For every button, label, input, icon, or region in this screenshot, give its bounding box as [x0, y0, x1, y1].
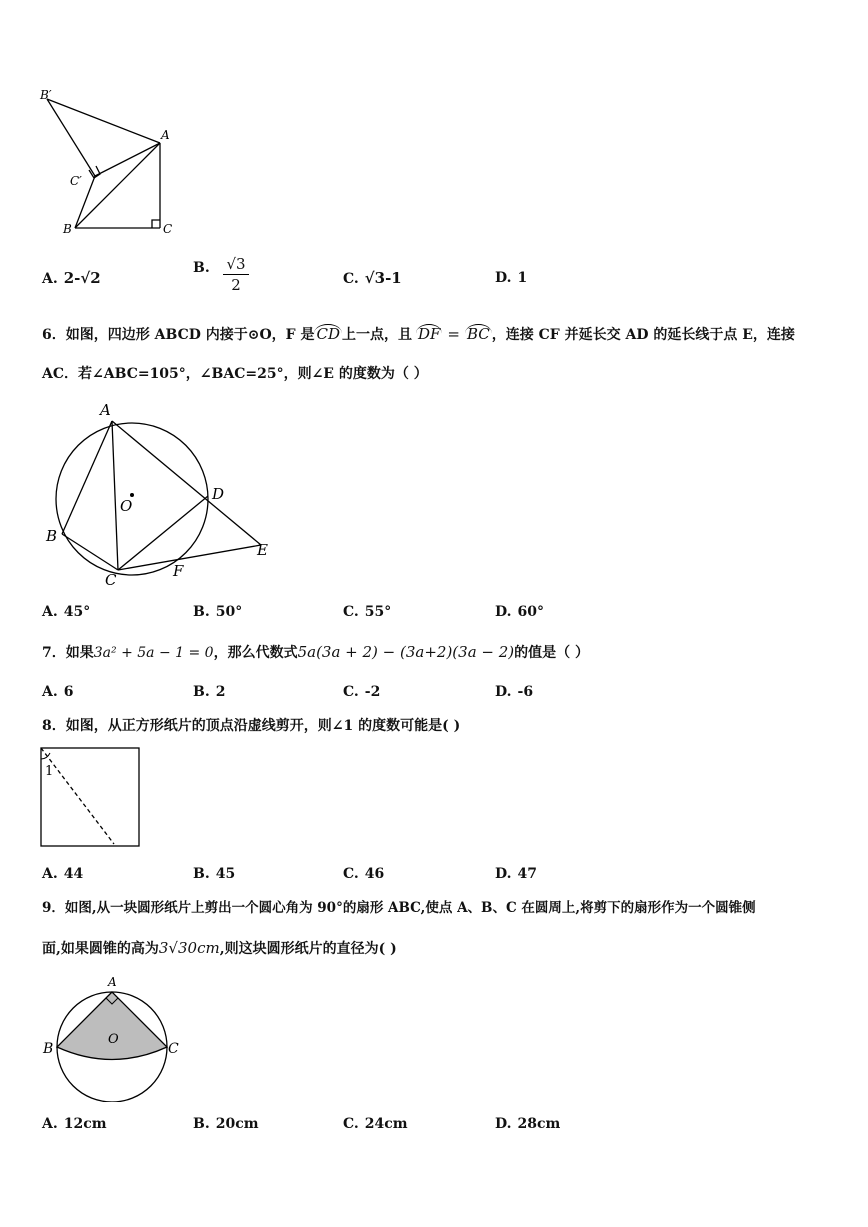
option-label: C.: [343, 271, 359, 287]
option-value: 1: [517, 270, 528, 286]
equals-sign: =: [447, 325, 460, 343]
q6-figure: [40, 398, 280, 588]
q7-target-expr: 5a(3a + 2) − (3a+2)(3a − 2): [297, 643, 515, 661]
q9-option-b[interactable]: [193, 1114, 259, 1134]
q6-label-o: O: [120, 497, 133, 515]
q6-option-d[interactable]: [495, 602, 544, 622]
option-value: 28cm: [517, 1116, 561, 1132]
q8-option-c[interactable]: [343, 864, 384, 884]
option-label: C.: [343, 1116, 359, 1132]
q6-option-c[interactable]: [343, 602, 391, 622]
q5-option-b-fraction: [223, 254, 249, 295]
option-value: 60°: [517, 604, 544, 620]
option-value: 45: [215, 866, 236, 882]
q9-figure: [38, 972, 188, 1102]
q5-label-cp: C′: [70, 174, 82, 188]
option-label: C.: [343, 684, 359, 700]
option-label: B.: [193, 1116, 210, 1132]
option-label: D.: [495, 684, 512, 700]
option-value: 20cm: [215, 1116, 259, 1132]
q5-option-c[interactable]: [343, 268, 402, 289]
q9-label-b: B: [43, 1041, 54, 1057]
q6-option-a[interactable]: [42, 602, 90, 622]
q8-option-d[interactable]: [495, 864, 537, 884]
option-label: B.: [193, 604, 210, 620]
q9-stem-text: ,则这块圆形纸片的直径为( ): [219, 941, 397, 957]
q5-label-c: C: [163, 222, 173, 236]
q6-option-b[interactable]: [193, 602, 242, 622]
option-value: 6: [63, 684, 74, 700]
q7-stem-text: 的值是（ ）: [514, 645, 590, 661]
option-value: 47: [517, 866, 537, 882]
option-value: 50°: [215, 604, 243, 620]
q9-label-c: C: [168, 1041, 179, 1057]
q5-option-d[interactable]: [495, 268, 527, 288]
q9-stem-line2: [42, 938, 397, 959]
arc-df: DF: [417, 325, 441, 343]
option-value: 45°: [63, 604, 91, 620]
option-label: B.: [193, 684, 210, 700]
q9-option-c[interactable]: [343, 1114, 408, 1134]
q9-option-d[interactable]: [495, 1114, 560, 1134]
q9-option-a[interactable]: [42, 1114, 107, 1134]
q6-label-f: F: [173, 562, 184, 580]
option-label: A.: [42, 684, 58, 700]
option-label: A.: [42, 866, 58, 882]
option-value: 55°: [364, 604, 392, 620]
q5-figure: [30, 82, 190, 242]
option-label: B.: [193, 866, 210, 882]
q5-option-b[interactable]: [193, 255, 246, 294]
fraction-numerator: √3: [226, 255, 246, 273]
q9-stem-text: 面,如果圆锥的高为: [42, 941, 159, 957]
q7-stem-text: 7．如果: [42, 645, 94, 661]
q8-stem: 8．如图，从正方形纸片的顶点沿虚线剪开，则∠1 的度数可能是( ): [42, 718, 461, 734]
option-label: A.: [42, 271, 58, 287]
q8-option-b[interactable]: [193, 864, 235, 884]
q9-label-o: O: [108, 1032, 119, 1047]
q5-label-a: A: [161, 128, 170, 142]
option-value: -6: [517, 684, 534, 700]
option-label: D.: [495, 270, 512, 286]
option-value: 44: [63, 866, 84, 882]
option-value: 24cm: [364, 1116, 408, 1132]
option-label: A.: [42, 604, 58, 620]
option-value: 46: [364, 866, 385, 882]
option-value: 2-√2: [63, 269, 101, 287]
q5-option-a[interactable]: [42, 268, 101, 289]
q5-label-bp: B′: [40, 88, 52, 102]
q6-label-d: D: [212, 485, 225, 503]
option-value: -2: [364, 684, 381, 700]
q7-option-c[interactable]: [343, 682, 380, 702]
q8-angle-label: 1: [45, 764, 54, 779]
q9-height-expr: 3√30cm: [158, 939, 220, 957]
option-label: A.: [42, 1116, 58, 1132]
option-label: D.: [495, 866, 512, 882]
q7-option-a[interactable]: [42, 682, 74, 702]
option-label: B.: [193, 260, 210, 276]
option-label: D.: [495, 1116, 512, 1132]
q6-stem-line1: [42, 324, 795, 345]
q8-option-a[interactable]: [42, 864, 83, 884]
q6-stem-text: 6．如图，四边形 ABCD 内接于⊙O，F 是: [42, 327, 315, 343]
q7-condition-expr: 3a² + 5a − 1 = 0: [93, 645, 214, 661]
q6-stem-text: ，连接 CF 并延长交 AD 的延长线于点 E，连接: [491, 327, 795, 343]
option-value: 2: [215, 684, 226, 700]
q9-label-a: A: [108, 975, 117, 989]
option-label: D.: [495, 604, 512, 620]
q7-stem-text: ，那么代数式: [213, 645, 298, 661]
q7-option-b[interactable]: [193, 682, 225, 702]
q6-label-e: E: [257, 541, 268, 559]
q6-stem-line2: AC．若∠ABC=105°，∠BAC=25°，则∠E 的度数为（ ）: [42, 366, 428, 382]
arc-cd: CD: [316, 325, 340, 343]
fraction-denominator: 2: [231, 276, 241, 294]
option-value: 12cm: [63, 1116, 107, 1132]
q7-stem: [42, 642, 589, 663]
q6-label-b: B: [46, 527, 58, 545]
arc-bc: BC: [467, 325, 490, 343]
q8-figure: [40, 747, 142, 849]
q5-label-b: B: [63, 222, 72, 236]
q9-stem-line1: 9．如图,从一块圆形纸片上剪出一个圆心角为 90°的扇形 ABC,使点 A、B、C 在圆周上,将剪下的扇形作为一个圆锥侧: [42, 900, 756, 916]
option-label: C.: [343, 604, 359, 620]
option-value: √3-1: [364, 269, 402, 287]
option-label: C.: [343, 866, 359, 882]
q6-label-c: C: [105, 571, 117, 588]
q6-label-a: A: [100, 401, 111, 419]
q6-stem-text: 上一点，且: [341, 327, 412, 343]
q7-option-d[interactable]: [495, 682, 533, 702]
